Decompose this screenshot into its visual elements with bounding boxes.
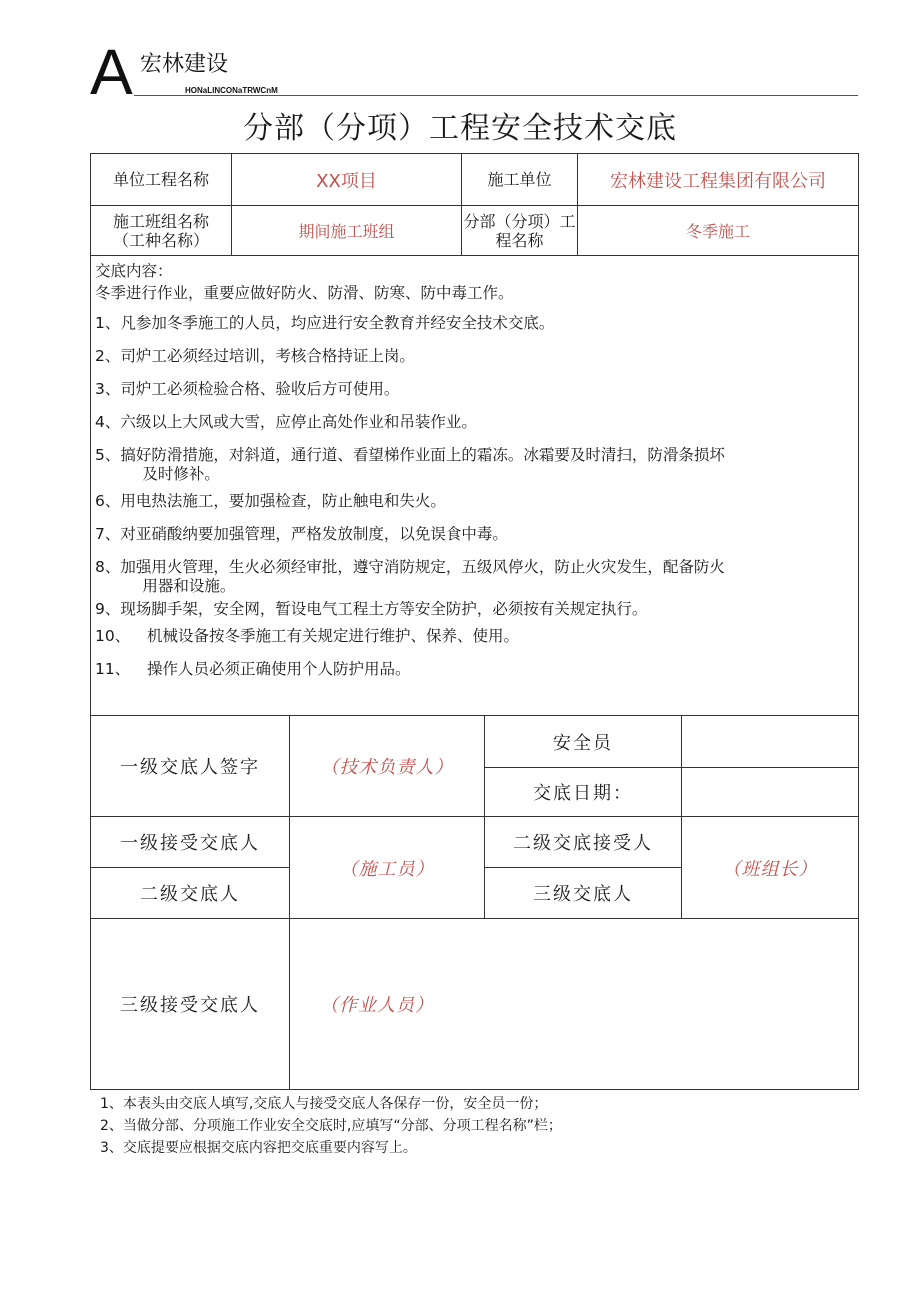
company-english-name: HONaLINCONaTRWCnM [185,86,278,95]
content-item [95,446,846,484]
content-item [95,558,846,596]
content-item-text [147,627,846,646]
content-item-text-line: 现场脚手架，安全网，暂设电气工程土方等安全防护，必须按有关规定执行。 [120,600,648,618]
content-item-number: 2、 [95,347,121,365]
disclosure-date-field[interactable] [682,768,859,817]
content-item-number: 4、 [95,413,121,431]
header-divider [134,95,858,96]
content-item-text-line: 凡参加冬季施工的人员，均应进行安全教育并经安全技术交底。 [120,314,555,332]
content-item [95,525,846,544]
content-item [95,314,846,333]
disclosure-table [90,153,859,716]
content-item [95,600,846,619]
content-item-number: 1、 [95,314,121,332]
subproject-name-label [462,206,578,256]
document-title: 分部（分项）工程安全技术交底 [243,111,677,146]
content-item-text [120,380,846,399]
company-logo-letter: A [90,36,133,108]
subproject-name-value: 冬季施工 [578,206,859,256]
footnotes [100,1093,562,1159]
team-leader-value: （班组长） [682,817,859,919]
content-item-number: 8、 [95,558,121,576]
content-item [95,660,846,679]
content-item [95,492,846,511]
level3-discloser-label: 三级交底人 [485,868,682,919]
content-item-text-line: 司炉工必须检验合格、验收后方可使用。 [120,380,400,398]
team-name-label-line1: 施工班组名称 [112,211,209,231]
content-item-number: 6、 [95,492,121,510]
content-items [95,314,846,679]
level1-receiver-label: 一级接受交底人 [91,817,290,868]
team-name-label-line2: （工种名称） [112,230,209,250]
content-item-number: 5、 [95,446,121,464]
subproject-name-label-line2: 程名称 [495,230,544,250]
content-item-number: 10、 [95,627,131,645]
unit-project-label: 单位工程名称 [91,154,232,206]
content-item-number: 11、 [95,660,131,678]
level3-receiver-label: 三级接受交底人 [91,919,290,1090]
content-item-number: 3、 [95,380,121,398]
team-name-label [91,206,232,256]
content-item [95,413,846,432]
info-row-1 [91,154,859,206]
content-item-text-line: 机械设备按冬季施工有关规定进行维护、保养、使用。 [147,627,520,645]
footnote-line: 2、当做分部、分项施工作业安全交底时,应填写“分部、分项工程名称”栏； [100,1118,562,1134]
level2-discloser-label: 二级交底人 [91,868,290,919]
content-item-text-line: 操作人员必须正确使用个人防护用品。 [147,660,411,678]
footnote-line: 1、本表头由交底人填写,交底人与接受交底人各保存一份，安全员一份； [100,1096,548,1112]
content-item-text-continuation: 用器和设施。 [142,577,236,595]
content-item-text-line: 用电热法施工，要加强检查，防止触电和失火。 [120,492,446,510]
content-item-text [120,525,846,544]
signature-row-3 [91,817,859,868]
signature-row-1 [91,716,859,768]
content-item-number: 9、 [95,600,121,618]
content-item-text-continuation: 及时修补。 [142,465,220,483]
level2-receiver-label: 二级交底接受人 [485,817,682,868]
disclosure-content [91,256,859,716]
unit-project-value: XX项目 [232,154,462,206]
content-heading: 交底内容： [95,262,173,280]
content-item-text [120,600,846,619]
footnote-line: 3、交底提要应根据交底内容把交底重要内容写上。 [100,1140,417,1156]
content-item-text [120,446,846,484]
content-item-text [120,413,846,432]
content-item-text-line: 司炉工必须经过培训，考核合格持证上岗。 [120,347,415,365]
content-item [95,347,846,366]
content-item [95,380,846,399]
constructor-value: （施工员） [290,817,485,919]
company-name: 宏林建设 [140,52,229,77]
content-item-text [120,492,846,511]
content-item-text-line: 六级以上大风或大雪，应停止高处作业和吊装作业。 [120,413,477,431]
workers-value: （作业人员） [290,919,859,1090]
safety-officer-field[interactable] [682,716,859,768]
construction-unit-label: 施工单位 [462,154,578,206]
safety-officer-label: 安全员 [485,716,682,768]
content-item-text [120,347,846,366]
subproject-name-label-line1: 分部（分项）工 [463,211,576,231]
content-item-text-line: 对亚硝酸纳要加强管理，严格发放制度，以免误食中毒。 [120,525,508,543]
level1-signer-label: 一级交底人签字 [91,716,290,817]
info-row-2 [91,206,859,256]
content-intro: 冬季进行作业，重要应做好防火、防滑、防寒、防中毒工作。 [95,284,514,302]
content-item-text-line: 搞好防滑措施，对斜道，通行道、看望梯作业面上的霜冻。冰霜要及时清扫，防滑条损坏 [120,446,725,464]
content-item-text [147,660,846,679]
content-row [91,256,859,716]
construction-unit-value: 宏林建设工程集团有限公司 [578,154,859,206]
level1-signer-value: （技术负责人） [290,716,485,817]
content-item-text [120,558,846,596]
signature-row-5 [91,919,859,1090]
disclosure-date-label: 交底日期： [485,768,682,817]
content-item-text-line: 加强用火管理，生火必须经审批，遵守消防规定，五级风停火，防止火灾发生，配备防火 [120,558,725,576]
content-item [95,627,846,646]
content-item-number: 7、 [95,525,121,543]
signature-table [90,715,859,1090]
content-item-text [120,314,846,333]
team-name-value: 期间施工班组 [232,206,462,256]
